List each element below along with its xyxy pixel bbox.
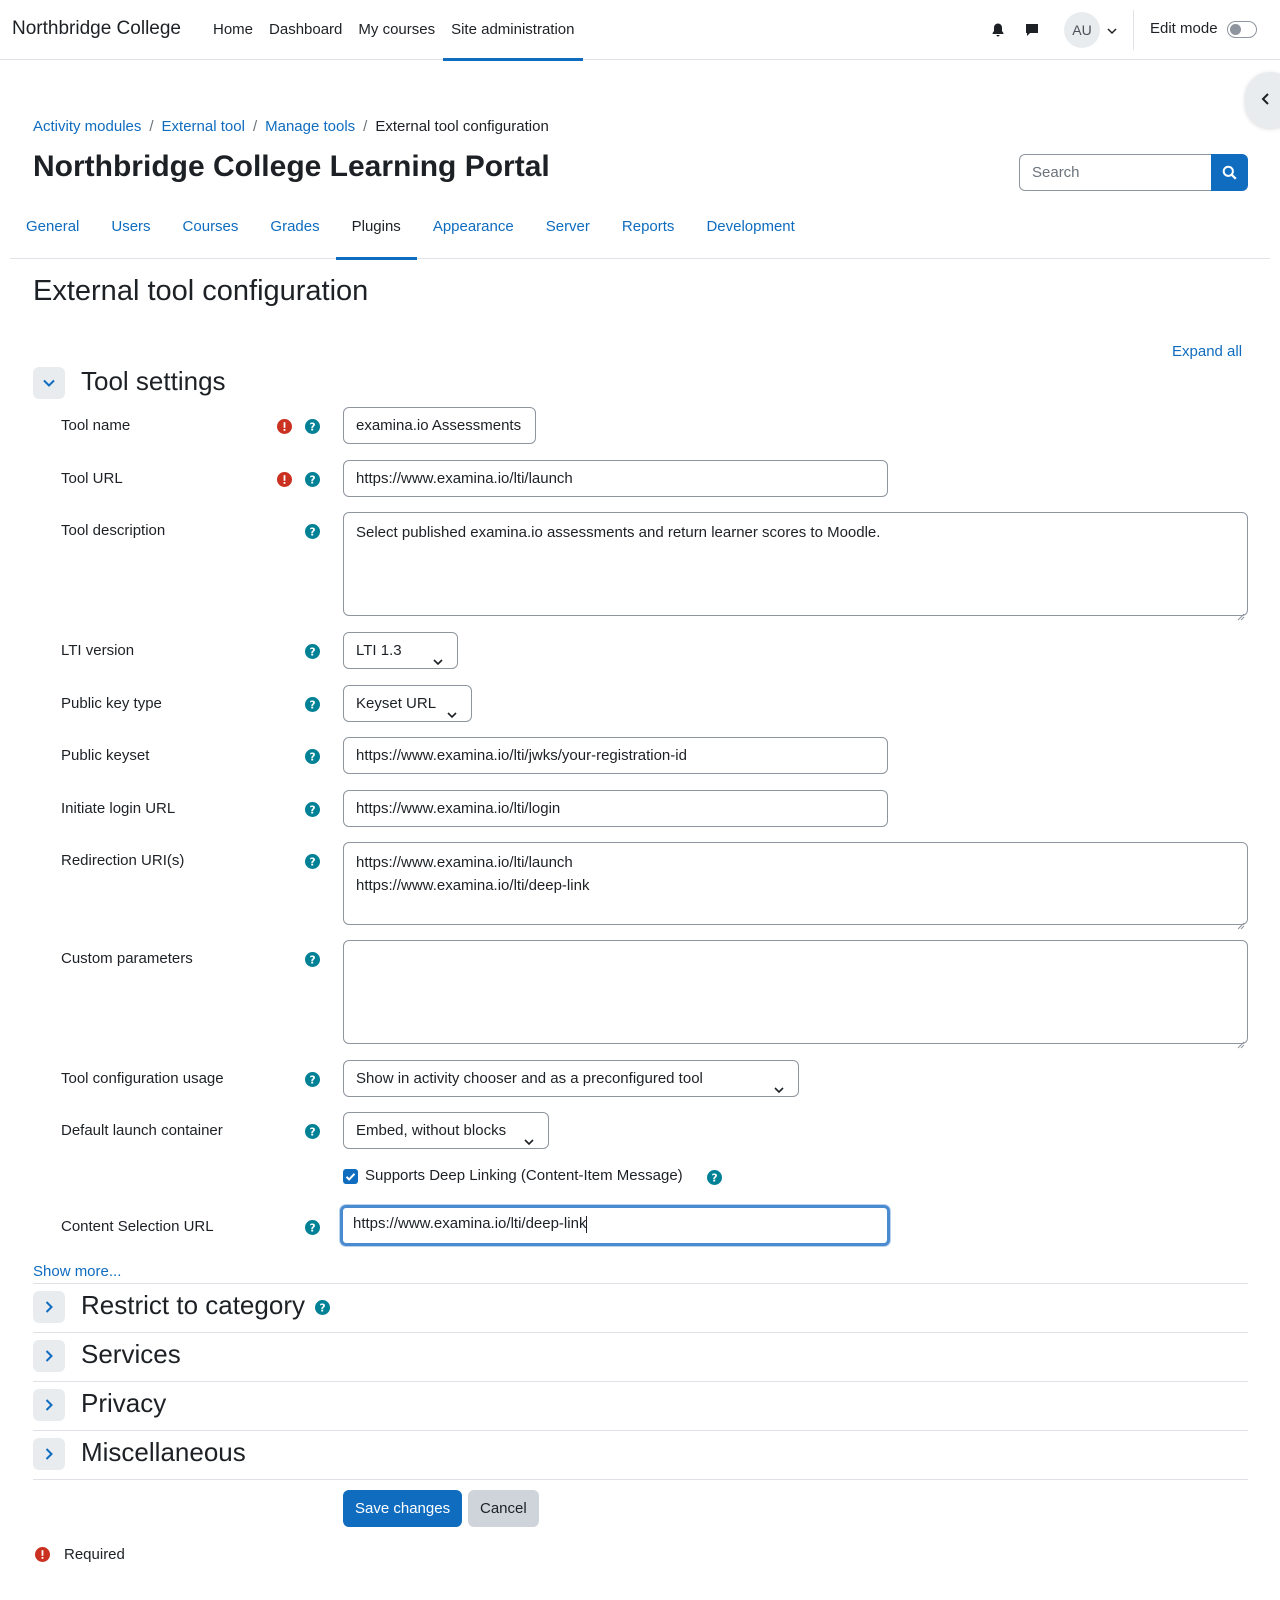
breadcrumb-separator: / bbox=[252, 118, 258, 135]
svg-text:?: ? bbox=[309, 1074, 316, 1087]
restrict-to-category-legend: Restrict to category bbox=[81, 1290, 305, 1320]
page-title: Northbridge College Learning Portal bbox=[33, 150, 550, 183]
tab-plugins[interactable]: Plugins bbox=[336, 206, 417, 259]
breadcrumb-external-tool[interactable]: External tool bbox=[161, 118, 245, 135]
tool-description-label: Tool description bbox=[61, 522, 166, 539]
miscellaneous-legend: Miscellaneous bbox=[81, 1437, 246, 1467]
help-icon[interactable] bbox=[305, 952, 320, 967]
initiate-login-url-input[interactable]: https://www.examina.io/lti/login bbox=[343, 790, 888, 827]
chevron-down-icon bbox=[446, 699, 458, 734]
breadcrumb-activity-modules[interactable]: Activity modules bbox=[33, 118, 142, 135]
breadcrumb-separator: / bbox=[363, 118, 368, 135]
section-divider bbox=[33, 1332, 1248, 1333]
tool-url-label: Tool URL bbox=[61, 470, 123, 487]
required-icon bbox=[35, 1547, 50, 1562]
edit-mode-toggle[interactable] bbox=[1227, 21, 1257, 38]
redirection-uri-line: https://www.examina.io/lti/deep-link bbox=[356, 877, 590, 894]
help-icon[interactable] bbox=[305, 1220, 320, 1235]
public-keyset-label: Public keyset bbox=[61, 747, 150, 764]
help-icon[interactable] bbox=[305, 1124, 320, 1139]
section-heading: External tool configuration bbox=[33, 275, 369, 307]
section-divider bbox=[33, 1479, 1248, 1480]
tool-configuration-usage-value: Show in activity chooser and as a preconfigured tool bbox=[356, 1070, 703, 1087]
required-legend-label: Required bbox=[64, 1546, 125, 1563]
help-icon[interactable] bbox=[305, 472, 320, 487]
required-icon bbox=[277, 472, 292, 487]
redirection-uris-textarea[interactable] bbox=[343, 842, 1248, 925]
public-key-type-label: Public key type bbox=[61, 695, 162, 712]
svg-text:?: ? bbox=[309, 954, 316, 967]
help-icon[interactable] bbox=[305, 697, 320, 712]
public-key-type-select[interactable] bbox=[343, 685, 472, 722]
search-input[interactable] bbox=[1019, 154, 1212, 191]
nav-my-courses[interactable]: My courses bbox=[358, 21, 436, 38]
help-icon[interactable] bbox=[305, 854, 320, 869]
svg-text:?: ? bbox=[309, 699, 316, 712]
services-legend: Services bbox=[81, 1339, 181, 1369]
section-divider bbox=[33, 1283, 1248, 1284]
resize-grip-icon[interactable] bbox=[1237, 1033, 1245, 1041]
section-divider bbox=[33, 1430, 1248, 1431]
messages-chat-icon[interactable] bbox=[1024, 22, 1040, 38]
svg-text:?: ? bbox=[319, 1302, 326, 1315]
search-button[interactable] bbox=[1211, 154, 1248, 191]
help-icon[interactable] bbox=[305, 644, 320, 659]
help-icon[interactable] bbox=[305, 1072, 320, 1087]
svg-text:?: ? bbox=[309, 474, 316, 487]
custom-parameters-label: Custom parameters bbox=[61, 950, 193, 967]
help-icon[interactable] bbox=[305, 749, 320, 764]
deep-linking-label[interactable]: Supports Deep Linking (Content-Item Message) bbox=[365, 1167, 683, 1184]
breadcrumb-separator: / bbox=[149, 118, 154, 135]
breadcrumb-current: External tool configuration bbox=[375, 118, 549, 135]
svg-text:?: ? bbox=[309, 804, 316, 817]
svg-text:?: ? bbox=[309, 421, 316, 434]
notifications-bell-icon[interactable] bbox=[990, 22, 1006, 38]
svg-text:?: ? bbox=[309, 1126, 316, 1139]
svg-text:?: ? bbox=[309, 646, 316, 659]
primary-navigation bbox=[205, 0, 583, 60]
default-launch-container-value: Embed, without blocks bbox=[356, 1122, 507, 1139]
public-keyset-input[interactable]: https://www.examina.io/lti/jwks/your-registration-id bbox=[343, 737, 888, 774]
chevron-down-icon bbox=[773, 1074, 785, 1109]
svg-text:?: ? bbox=[309, 526, 316, 539]
redirection-uri-line: https://www.examina.io/lti/launch bbox=[356, 854, 573, 871]
svg-text:?: ? bbox=[309, 751, 316, 764]
collapse-tool-settings-button[interactable] bbox=[33, 367, 65, 399]
tab-users[interactable]: Users bbox=[111, 218, 151, 235]
edit-mode-label: Edit mode bbox=[1150, 20, 1218, 37]
default-launch-container-label: Default launch container bbox=[61, 1122, 223, 1139]
open-block-drawer-button[interactable] bbox=[1245, 72, 1280, 128]
resize-grip-icon[interactable] bbox=[1237, 914, 1245, 922]
tab-development[interactable]: Development bbox=[706, 218, 795, 235]
tab-server[interactable]: Server bbox=[545, 218, 590, 235]
privacy-legend: Privacy bbox=[81, 1388, 167, 1418]
help-icon[interactable] bbox=[315, 1300, 330, 1315]
content-selection-url-input[interactable] bbox=[340, 1205, 890, 1246]
tool-name-label: Tool name bbox=[61, 417, 131, 434]
cancel-button[interactable]: Cancel bbox=[468, 1490, 539, 1527]
lti-version-select[interactable] bbox=[343, 632, 458, 669]
tab-appearance[interactable]: Appearance bbox=[432, 218, 514, 235]
content-selection-url-value: https://www.examina.io/lti/deep-link bbox=[353, 1215, 587, 1232]
top-navbar bbox=[0, 0, 1280, 60]
save-changes-button[interactable]: Save changes bbox=[343, 1490, 462, 1527]
tool-description-textarea[interactable] bbox=[343, 512, 1248, 616]
required-icon bbox=[277, 419, 292, 434]
resize-grip-icon[interactable] bbox=[1237, 605, 1245, 613]
lti-version-value: LTI 1.3 bbox=[356, 642, 402, 659]
redirection-uris-label: Redirection URI(s) bbox=[61, 852, 185, 869]
help-icon[interactable] bbox=[305, 802, 320, 817]
navbar-divider bbox=[1133, 10, 1134, 50]
nav-home[interactable]: Home bbox=[213, 21, 254, 38]
chevron-down-icon bbox=[432, 646, 444, 681]
svg-text:?: ? bbox=[309, 1222, 316, 1235]
tab-courses[interactable]: Courses bbox=[182, 218, 239, 235]
tool-settings-legend: Tool settings bbox=[81, 366, 226, 396]
admin-search bbox=[1019, 154, 1247, 191]
tool-name-input[interactable]: examina.io Assessments bbox=[343, 407, 536, 444]
nav-dashboard[interactable]: Dashboard bbox=[269, 21, 343, 38]
show-more-link[interactable]: Show more... bbox=[33, 1263, 122, 1280]
help-icon[interactable] bbox=[305, 524, 320, 539]
expand-privacy-button[interactable] bbox=[33, 1389, 65, 1421]
svg-text:?: ? bbox=[309, 856, 316, 869]
tab-general[interactable]: General bbox=[26, 218, 80, 235]
tab-grades[interactable]: Grades bbox=[270, 218, 320, 235]
help-icon[interactable] bbox=[707, 1170, 722, 1185]
breadcrumb bbox=[33, 118, 549, 135]
expand-all-link[interactable]: Expand all bbox=[1172, 343, 1243, 360]
section-divider bbox=[33, 1381, 1248, 1382]
custom-parameters-textarea[interactable] bbox=[343, 940, 1248, 1044]
expand-services-button[interactable] bbox=[33, 1340, 65, 1372]
tool-configuration-usage-label: Tool configuration usage bbox=[61, 1070, 224, 1087]
public-key-type-value: Keyset URL bbox=[356, 695, 437, 712]
chevron-down-icon bbox=[523, 1126, 535, 1161]
svg-text:?: ? bbox=[711, 1172, 718, 1185]
chevron-down-icon[interactable] bbox=[1106, 24, 1118, 36]
breadcrumb-manage-tools[interactable]: Manage tools bbox=[265, 118, 356, 135]
secondary-navigation bbox=[10, 206, 1270, 259]
user-avatar[interactable]: AU bbox=[1064, 12, 1100, 48]
help-icon[interactable] bbox=[305, 419, 320, 434]
tool-description-text: Select published examina.io assessments and return learner scores to Moodle. bbox=[356, 524, 881, 541]
content-selection-url-label: Content Selection URL bbox=[61, 1218, 214, 1235]
tab-reports[interactable]: Reports bbox=[621, 218, 675, 235]
nav-site-administration[interactable]: Site administration bbox=[443, 0, 582, 60]
tool-configuration-usage-select[interactable] bbox=[343, 1060, 799, 1097]
site-brand[interactable]: Northbridge College bbox=[12, 18, 181, 39]
expand-restrict-to-category-button[interactable] bbox=[33, 1291, 65, 1323]
expand-miscellaneous-button[interactable] bbox=[33, 1438, 65, 1470]
default-launch-container-select[interactable] bbox=[343, 1112, 549, 1149]
tool-url-input[interactable]: https://www.examina.io/lti/launch bbox=[343, 460, 888, 497]
text-cursor bbox=[586, 1216, 587, 1233]
lti-version-label: LTI version bbox=[61, 642, 135, 659]
initiate-login-url-label: Initiate login URL bbox=[61, 800, 176, 817]
deep-linking-checkbox[interactable] bbox=[343, 1169, 358, 1184]
